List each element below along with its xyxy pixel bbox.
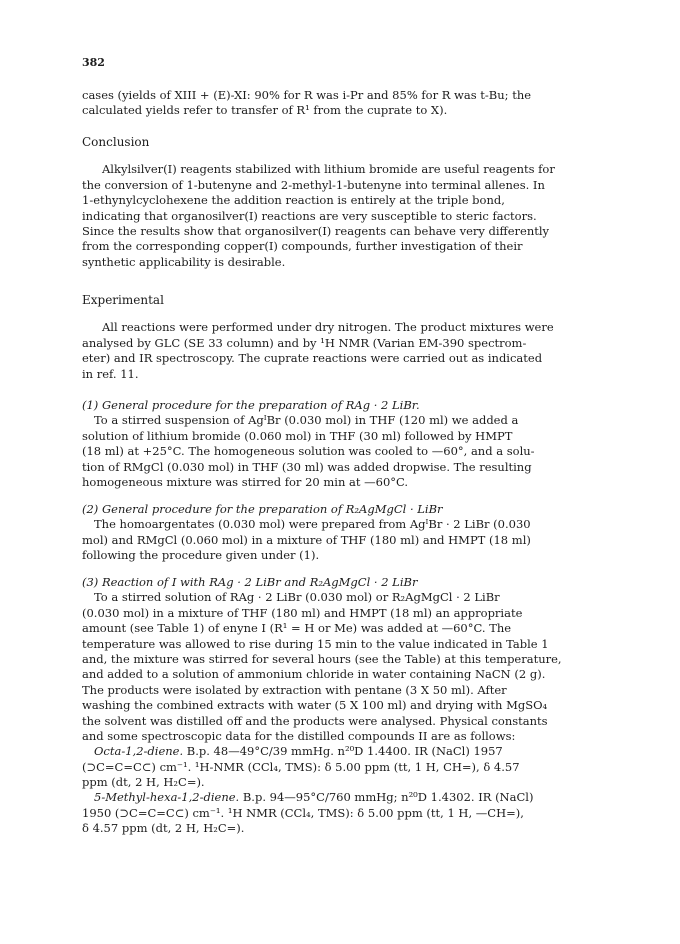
text-line: All reactions were performed under dry nitrogen. The product mixtures were [102,320,554,335]
text-line: in ref. 11. [82,366,139,381]
compound-1-line [82,744,597,759]
section-heading-experimental: Experimental [82,293,164,307]
text-line: amount (see Table 1) of enyne I (R¹ = H or Me) was added at —60°C. The [82,621,512,636]
intro-paragraph [82,88,597,119]
text-line: the conversion of 1-butenyne and 2-methyl-1-butenyne into terminal allenes. In [82,177,545,192]
page-number: 382 [82,56,105,69]
procedure-2-heading: (2) General procedure for the preparation of R₂AgMgCl · LiBr [82,502,443,516]
compound-1-data: B.p. 48—49°C/39 mmHg. n²⁰D 1.4400. IR (NaCl) 1957 [183,744,503,759]
text-line: Since the results show that organosilver(I) reagents can behave very differently [82,223,550,238]
procedure-1-heading: (1) General procedure for the preparation of RAg · 2 LiBr. [82,398,420,412]
text-line: synthetic applicability is desirable. [82,254,286,269]
text-line: homogeneous mixture was stirred for 20 min at —60°C. [82,474,409,489]
section-heading-conclusion: Conclusion [82,135,150,149]
text-line: (0.030 mol) in a mixture of THF (180 ml) and HMPT (18 ml) an appropriate [82,605,523,620]
text-line: (18 ml) at +25°C. The homogeneous solution was cooled to —60°, and a solu- [82,444,535,459]
text-line: 1950 (⊃C=C=C⊂) cm⁻¹. ¹H NMR (CCl₄, TMS): δ 5.00 ppm (tt, 1 H, —CH=), [82,805,524,820]
compound-2-line [82,790,597,805]
text-line: indicating that organosilver(I) reactions are very susceptible to steric factors. [82,208,537,223]
text-line: δ 4.57 ppm (dt, 2 H, H₂C=). [82,821,245,836]
text-line: mol) and RMgCl (0.060 mol) in a mixture of THF (180 ml) and HMPT (18 ml) [82,532,531,547]
procedure-1 [82,398,597,490]
text-line: Alkylsilver(I) reagents stabilized with lithium bromide are useful reagents for [102,162,555,177]
text-line: from the corresponding copper(I) compounds, further investigation of their [82,239,523,254]
text-line: calculated yields refer to transfer of R¹ from the cuprate to X). [82,103,448,118]
text-line: tion of RMgCl (0.030 mol) in THF (30 ml) was added dropwise. The resulting [82,459,532,474]
text-line: ppm (dt, 2 H, H₂C=). [82,775,205,790]
text-line: The homoargentates (0.030 mol) were prepared from AgᴵBr · 2 LiBr (0.030 [94,517,531,532]
procedure-2 [82,502,597,564]
text-line: The products were isolated by extraction with pentane (3 X 50 ml). After [82,682,507,697]
text-line: To a stirred solution of RAg · 2 LiBr (0.030 mol) or R₂AgMgCl · 2 LiBr [94,590,500,605]
text-line: eter) and IR spectroscopy. The cuprate reactions were carried out as indicated [82,351,543,366]
compound-1-name: Octa-1,2-diene. [94,744,184,759]
text-line: the solvent was distilled off and the products were analysed. Physical constants [82,713,548,728]
text-line: and, the mixture was stirred for several hours (see the Table) at this temperature, [82,651,562,666]
text-line: analysed by GLC (SE 33 column) and by ¹H NMR (Varian EM-390 spectrom- [82,335,527,350]
compound-2-data: B.p. 94—95°C/760 mmHg; n²⁰D 1.4302. IR (NaCl) [239,790,534,805]
text-line: solution of lithium bromide (0.060 mol) in THF (30 ml) followed by HMPT [82,428,513,443]
compound-2-name: 5-Methyl-hexa-1,2-diene. [94,790,240,805]
text-line: following the procedure given under (1). [82,548,320,563]
text-line: washing the combined extracts with water (5 X 100 ml) and drying with MgSO₄ [82,698,548,713]
text-line: 1-ethynylcyclohexene the addition reaction is entirely at the triple bond, [82,193,505,208]
procedure-3 [82,575,597,837]
text-line: and some spectroscopic data for the distilled compounds II are as follows: [82,728,516,743]
conclusion-section [82,135,597,270]
experimental-section [82,293,597,382]
text-line: cases (yields of XIII + (E)-XI: 90% for R was i-Pr and 85% for R was t-Bu; the [82,88,532,102]
text-line: temperature was allowed to rise during 15 min to the value indicated in Table 1 [82,636,549,651]
procedure-3-heading: (3) Reaction of I with RAg · 2 LiBr and R₂AgMgCl · 2 LiBr [82,575,418,589]
text-line: To a stirred suspension of AgᴵBr (0.030 mol) in THF (120 ml) we added a [94,413,519,428]
text-line: and added to a solution of ammonium chloride in water containing NaCN (2 g). [82,667,546,682]
text-line: (⊃C=C=C⊂) cm⁻¹. ¹H-NMR (CCl₄, TMS): δ 5.00 ppm (tt, 1 H, CH=), δ 4.57 [82,759,520,774]
